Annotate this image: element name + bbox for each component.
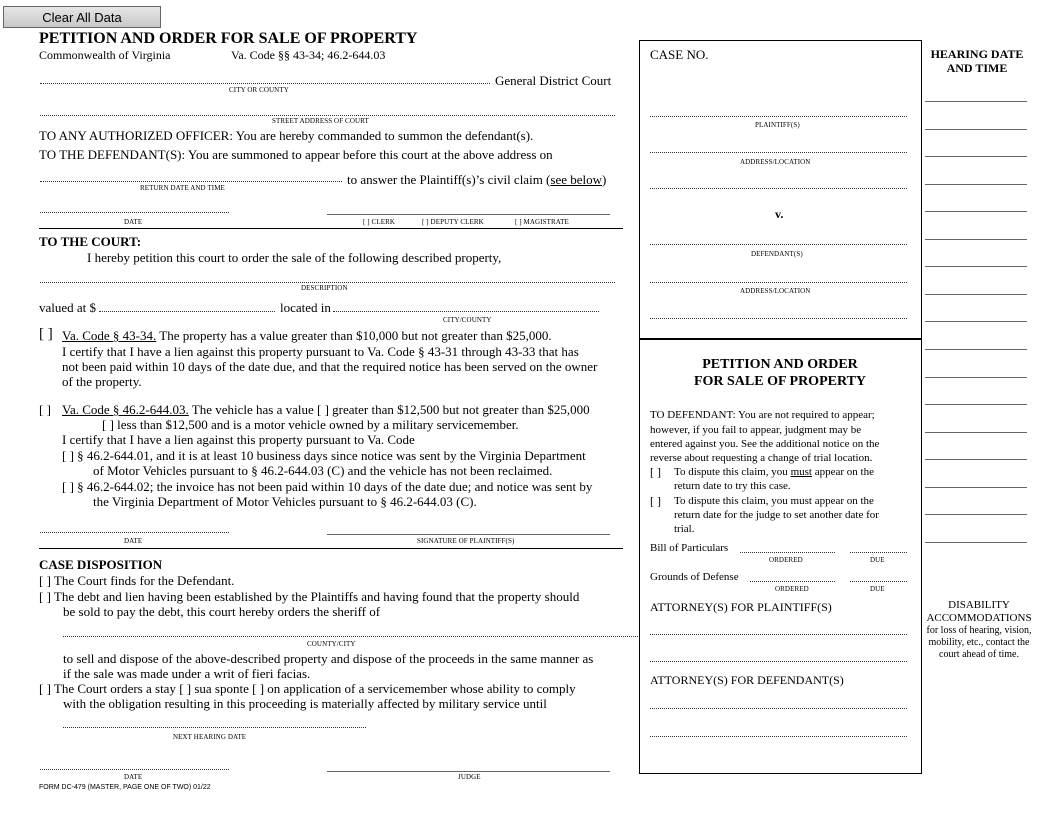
defendant-address-field[interactable] <box>650 282 907 283</box>
hearing-date-line[interactable] <box>925 321 1027 322</box>
hearing-heading-2: AND TIME <box>946 61 1008 75</box>
notice-line1: TO DEFENDANT: You are not required to appear; <box>650 409 875 421</box>
grounds-due-field[interactable] <box>850 581 907 582</box>
dispute1-text-2: return date to try this case. <box>674 480 791 492</box>
versus-label: v. <box>775 207 784 221</box>
disposition-item1[interactable]: [ ] The Court finds for the Defendant. <box>39 573 235 588</box>
section-divider <box>39 228 623 229</box>
hearing-date-line[interactable] <box>925 514 1027 515</box>
hearing-date-line[interactable] <box>925 377 1027 378</box>
notice-line4: reverse about requesting a change of trial location. <box>650 452 873 464</box>
notice-line2: however, if you fail to appear, judgment may be <box>650 424 862 436</box>
disability-line1: DISABILITY <box>948 599 1010 611</box>
dispute1-text: To dispute this claim, you must appear on the <box>674 466 874 478</box>
notice-line3: entered against you. See the additional notice on the <box>650 438 880 450</box>
disposition-item2-line2: be sold to pay the debt, this court hereby orders the sheriff of <box>63 604 381 619</box>
hearing-heading-1: HEARING DATE <box>930 47 1024 61</box>
plaintiff-field[interactable] <box>650 116 907 117</box>
disposition-item2-line3: to sell and dispose of the above-described property and dispose of the proceeds in the same manner as <box>63 651 594 666</box>
sub-option1-line2: of Motor Vehicles pursuant to § 46.2-644.03 (C) and the vehicle has not been reclaimed. <box>93 463 553 478</box>
county-city-caption: COUNTY/CITY <box>307 640 356 648</box>
street-caption: STREET ADDRESS OF COURT <box>272 117 369 125</box>
form-id: FORM DC-479 (MASTER, PAGE ONE OF TWO) 01/22 <box>39 784 211 791</box>
disability-line4: mobility, etc., contact the <box>928 637 1030 648</box>
disposition-item3-line2: with the obligation resulting in this proceeding is materially affected by military service until <box>63 696 547 711</box>
judge-caption: JUDGE <box>458 773 481 781</box>
section-divider-2 <box>39 548 623 549</box>
plaintiff-caption: PLAINTIFF(S) <box>755 121 800 129</box>
summons-signature-line[interactable] <box>327 214 610 215</box>
hearing-date-line[interactable] <box>925 184 1027 185</box>
box-title-line2: FOR SALE OF PROPERTY <box>693 374 867 389</box>
plaintiff-address-field[interactable] <box>650 152 907 153</box>
signature-caption: SIGNATURE OF PLAINTIFF(S) <box>417 537 515 545</box>
hearing-date-line[interactable] <box>925 156 1027 157</box>
plaintiff-address-caption: ADDRESS/LOCATION <box>740 158 811 166</box>
grounds-due-caption: DUE <box>870 585 885 593</box>
disability-line5: court ahead of time. <box>939 649 1019 660</box>
disposition-date-field[interactable] <box>40 769 229 770</box>
disposition-item2-line4: if the sale was made under a writ of fieri facias. <box>63 666 311 681</box>
defendant-caption: DEFENDANT(S) <box>751 250 803 258</box>
magistrate-option[interactable]: [ ] MAGISTRATE <box>515 218 569 226</box>
grounds-of-defense-label: Grounds of Defense <box>650 571 739 583</box>
city-county-field[interactable] <box>40 83 490 84</box>
case-info-box <box>639 40 922 774</box>
dispute2-checkbox[interactable]: [ ] <box>650 494 661 508</box>
case-disposition-heading: CASE DISPOSITION <box>39 557 163 572</box>
attorney-defendant-field-2[interactable] <box>650 736 907 737</box>
option1-cert-line3: of the property. <box>62 374 142 389</box>
bill-due-caption: DUE <box>870 556 885 564</box>
option1-checkbox[interactable]: [ ] <box>39 326 53 342</box>
hearing-date-line[interactable] <box>925 349 1027 350</box>
option1-text: Va. Code § 43-34. The property has a value greater than $10,000 but not greater than $25,000. <box>62 328 552 343</box>
description-caption: DESCRIPTION <box>301 284 348 292</box>
option2-checkbox[interactable]: [ ] <box>39 402 51 417</box>
plaintiff-address-field-2[interactable] <box>650 188 907 189</box>
answer-text: to answer the Plaintiff(s)’s civil claim (see below) <box>347 172 607 187</box>
option2-cert: I certify that I have a lien against this property pursuant to Va. Code <box>62 432 415 447</box>
dispute1-checkbox[interactable]: [ ] <box>650 465 661 479</box>
defendant-address-field-2[interactable] <box>650 318 907 319</box>
option1-cert-line2: not been paid within 10 days of the date due, and that the required notice has been served on the owner <box>62 359 598 374</box>
location-field[interactable] <box>333 311 599 312</box>
hearing-date-line[interactable] <box>925 211 1027 212</box>
sub-option2-line1[interactable]: [ ] § 46.2-644.02; the invoice has not been paid within 10 days of the date due; and notice was sent by <box>62 479 593 494</box>
attorney-defendant-label: ATTORNEY(S) FOR DEFENDANT(S) <box>650 673 844 687</box>
disability-line2: ACCOMMODATIONS <box>926 612 1032 624</box>
hearing-date-line[interactable] <box>925 487 1027 488</box>
next-hearing-date-field[interactable] <box>63 727 366 728</box>
dispute2-text-3: trial. <box>674 523 695 535</box>
disposition-item3-line1[interactable]: [ ] The Court orders a stay [ ] sua sponte [ ] on application of a servicemember whose ability to comply <box>39 681 576 696</box>
hearing-date-line[interactable] <box>925 101 1027 102</box>
attorney-plaintiff-label: ATTORNEY(S) FOR PLAINTIFF(S) <box>650 600 832 614</box>
attorney-defendant-field[interactable] <box>650 708 907 709</box>
case-box-divider <box>639 338 922 340</box>
disability-line3: for loss of hearing, vision, <box>926 625 1032 636</box>
hearing-date-line[interactable] <box>925 404 1027 405</box>
option1-cert-line1: I certify that I have a lien against this property pursuant to Va. Code § 43-31 through 43-33 that has <box>62 344 579 359</box>
sub-option2-line2: the Virginia Department of Motor Vehicles pursuant to § 46.2-644.03 (C). <box>93 494 477 509</box>
hearing-date-line[interactable] <box>925 239 1027 240</box>
petition-date-caption: DATE <box>124 537 143 545</box>
officer-command: TO ANY AUTHORIZED OFFICER: You are hereby commanded to summon the defendant(s). <box>39 128 534 143</box>
judge-signature-line[interactable] <box>327 771 610 772</box>
disposition-item2-line1[interactable]: [ ] The debt and lien having been established by the Plaintiffs and having found that the property should <box>39 589 580 604</box>
sub-option1-line1[interactable]: [ ] § 46.2-644.01, and it is at least 10 business days since notice was sent by the Virginia Department <box>62 448 586 463</box>
hearing-date-line[interactable] <box>925 129 1027 130</box>
return-caption: RETURN DATE AND TIME <box>140 184 225 192</box>
dispute2-text: To dispute this claim, you must appear on the <box>674 495 874 507</box>
sheriff-county-field[interactable] <box>63 636 640 637</box>
petition-intro: I hereby petition this court to order the sale of the following described property, <box>87 250 502 265</box>
bill-ordered-field[interactable] <box>740 552 835 553</box>
case-no-label: CASE NO. <box>650 47 709 62</box>
defendant-field[interactable] <box>650 244 907 245</box>
bill-of-particulars-label: Bill of Particulars <box>650 542 729 554</box>
hearing-date-line[interactable] <box>925 432 1027 433</box>
value-field[interactable] <box>99 311 275 312</box>
defendant-address-caption: ADDRESS/LOCATION <box>740 287 811 295</box>
hearing-date-line[interactable] <box>925 266 1027 267</box>
return-date-field[interactable] <box>40 181 342 182</box>
option2-text: Va. Code § 46.2-644.03. The vehicle has a value [ ] greater than $12,500 but not greater than $25,000 <box>62 402 590 417</box>
city-caption: CITY OR COUNTY <box>229 86 289 94</box>
dispute2-text-2: return date for the judge to set another date for <box>674 509 879 521</box>
grounds-ordered-caption: ORDERED <box>775 585 809 593</box>
grounds-ordered-field[interactable] <box>750 581 835 582</box>
clear-all-data-button[interactable]: Clear All Data <box>3 6 161 28</box>
to-the-court-heading: TO THE COURT: <box>39 234 142 249</box>
valued-at-label: valued at $ <box>39 300 97 315</box>
jurisdiction: Commonwealth of Virginia <box>39 48 171 62</box>
clerk-option[interactable]: [ ] CLERK <box>363 218 396 226</box>
summons-date-caption: DATE <box>124 218 143 226</box>
hearing-date-line[interactable] <box>925 542 1027 543</box>
property-description-field[interactable] <box>40 282 615 283</box>
next-hearing-caption: NEXT HEARING DATE <box>173 733 247 741</box>
summons-date-field[interactable] <box>40 212 229 213</box>
form-title: PETITION AND ORDER FOR SALE OF PROPERTY <box>39 30 418 47</box>
located-in-label: located in <box>280 300 331 315</box>
attorney-plaintiff-field-2[interactable] <box>650 661 907 662</box>
defendant-summons: TO THE DEFENDANT(S): You are summoned to appear before this court at the above address on <box>39 147 553 162</box>
disposition-date-caption: DATE <box>124 773 143 781</box>
attorney-plaintiff-field[interactable] <box>650 634 907 635</box>
hearing-date-line[interactable] <box>925 294 1027 295</box>
court-suffix: General District Court <box>495 73 612 88</box>
hearing-date-line[interactable] <box>925 459 1027 460</box>
deputy-clerk-option[interactable]: [ ] DEPUTY CLERK <box>422 218 484 226</box>
street-address-field[interactable] <box>40 115 615 116</box>
code-reference: Va. Code §§ 43-34; 46.2-644.03 <box>231 48 386 62</box>
bill-due-field[interactable] <box>850 552 907 553</box>
bill-ordered-caption: ORDERED <box>769 556 803 564</box>
city-county-caption: CITY/COUNTY <box>443 316 492 324</box>
plaintiff-signature-line[interactable] <box>327 534 610 535</box>
option2-line2: [ ] less than $12,500 and is a motor vehicle owned by a military servicemember. <box>102 417 519 432</box>
petition-date-field[interactable] <box>40 532 229 533</box>
box-title-line1: PETITION AND ORDER <box>702 357 858 372</box>
